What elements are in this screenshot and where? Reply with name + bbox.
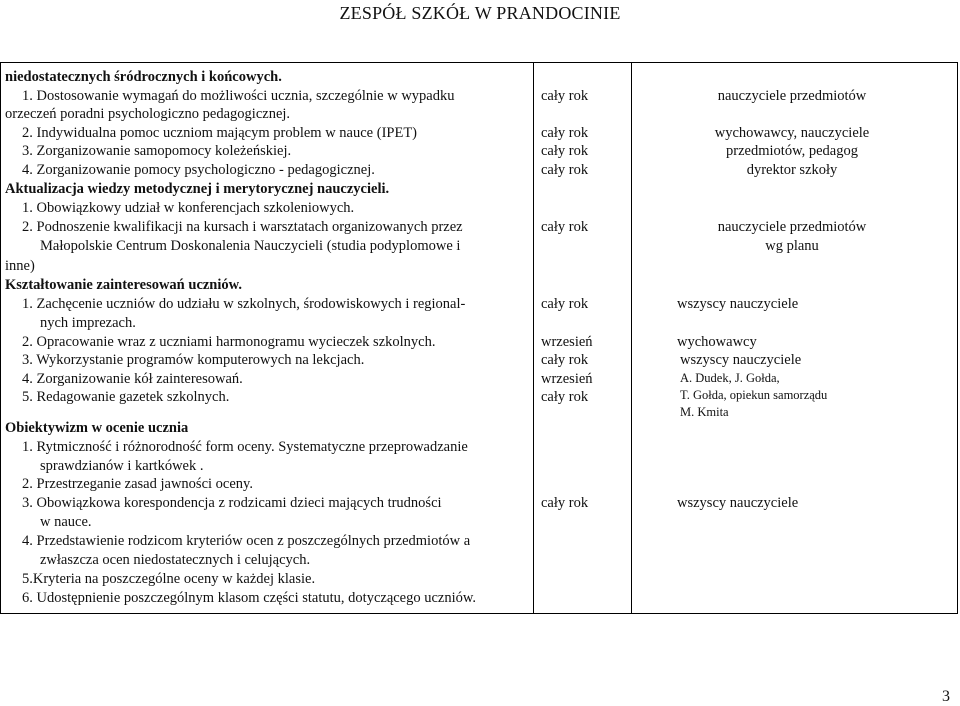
section-heading: Aktualizacja wiedzy metodycznej i merytorycznej nauczycieli. [5,181,390,197]
section-heading: Obiektywizm w ocenie ucznia [5,420,189,436]
responsible-cell: wychowawcy, nauczyciele [714,125,870,141]
term-cell: cały rok [541,296,589,312]
task-line: 3. Obowiązkowa korespondencja z rodzicami dzieci mających trudności [22,495,442,511]
task-line: 1. Obowiązkowy udział w konferencjach szkoleniowych. [22,200,355,216]
column-divider-1 [533,63,534,613]
responsible-cell: nauczyciele przedmiotów [717,88,867,104]
task-line: inne) [5,258,35,274]
task-line: 1. Rytmiczność i różnorodność form oceny. Systematyczne przeprowadzanie [22,439,468,455]
task-line: 4. Przedstawienie rodzicom kryteriów ocen z poszczególnych przedmiotów a [22,533,471,549]
term-cell: wrzesień [541,371,593,387]
term-cell: cały rok [541,389,589,405]
task-line: 3. Zorganizowanie samopomocy koleżeńskiej. [22,143,292,159]
task-line: nych imprezach. [40,315,136,331]
term-cell: cały rok [541,125,589,141]
responsible-cell: nauczyciele przedmiotów [717,219,867,235]
task-line: Małopolskie Centrum Doskonalenia Nauczycieli (studia podyplomowe i [40,238,461,254]
term-cell: cały rok [541,143,589,159]
task-line: 2. Podnoszenie kwalifikacji na kursach i warsztatach organizowanych przez [22,219,463,235]
term-cell: cały rok [541,352,589,368]
responsible-cell: A. Dudek, J. Gołda, [680,371,780,385]
task-line: 2. Indywidualna pomoc uczniom mającym problem w nauce (IPET) [22,125,418,141]
task-line: 1. Dostosowanie wymagań do możliwości ucznia, szczególnie w wypadku [22,88,455,104]
responsible-cell: wszyscy nauczyciele [677,495,799,511]
section-heading: Kształtowanie zainteresowań uczniów. [5,277,242,293]
responsible-cell: M. Kmita [680,405,729,419]
responsible-cell: dyrektor szkoły [746,162,838,178]
plan-table [0,62,958,614]
table-border-right [957,63,958,613]
responsible-cell: wszyscy nauczyciele [680,352,802,368]
responsible-cell: wg planu [765,238,819,254]
term-cell: wrzesień [541,334,593,350]
task-line: 4. Zorganizowanie pomocy psychologiczno - pedagogicznej. [22,162,375,178]
table-border-left [0,63,1,613]
page-number: 3 [942,688,950,705]
responsible-cell: T. Gołda, opiekun samorządu [680,388,828,402]
task-line: 5.Kryteria na poszczególne oceny w każdej klasie. [22,571,316,587]
task-line: 6. Udostępnienie poszczególnym klasom części statutu, dotyczącego uczniów. [22,590,477,606]
task-line: 2. Przestrzeganie zasad jawności oceny. [22,476,253,492]
term-cell: cały rok [541,219,589,235]
task-line: orzeczeń poradni psychologiczno pedagogicznej. [5,106,291,122]
task-line: 1. Zachęcenie uczniów do udziału w szkolnych, środowiskowych i regional- [22,296,466,312]
document-title: ZESPÓŁ SZKÓŁ W PRANDOCINIE [339,3,621,23]
task-line: 3. Wykorzystanie programów komputerowych na lekcjach. [22,352,365,368]
term-cell: cały rok [541,162,589,178]
task-line: 5. Redagowanie gazetek szkolnych. [22,389,230,405]
task-line: 2. Opracowanie wraz z uczniami harmonogramu wycieczek szkolnych. [22,334,436,350]
task-line: sprawdzianów i kartkówek . [40,458,204,474]
task-line: 4. Zorganizowanie kół zainteresowań. [22,371,243,387]
task-line: niedostatecznych śródrocznych i końcowych. [5,69,282,85]
term-cell: cały rok [541,495,589,511]
term-cell: cały rok [541,88,589,104]
responsible-cell: przedmiotów, pedagog [726,143,858,159]
task-line: w nauce. [40,514,92,530]
responsible-cell: wychowawcy [677,334,757,350]
task-line: zwłaszcza ocen niedostatecznych i celujących. [40,552,311,568]
responsible-cell: wszyscy nauczyciele [677,296,799,312]
